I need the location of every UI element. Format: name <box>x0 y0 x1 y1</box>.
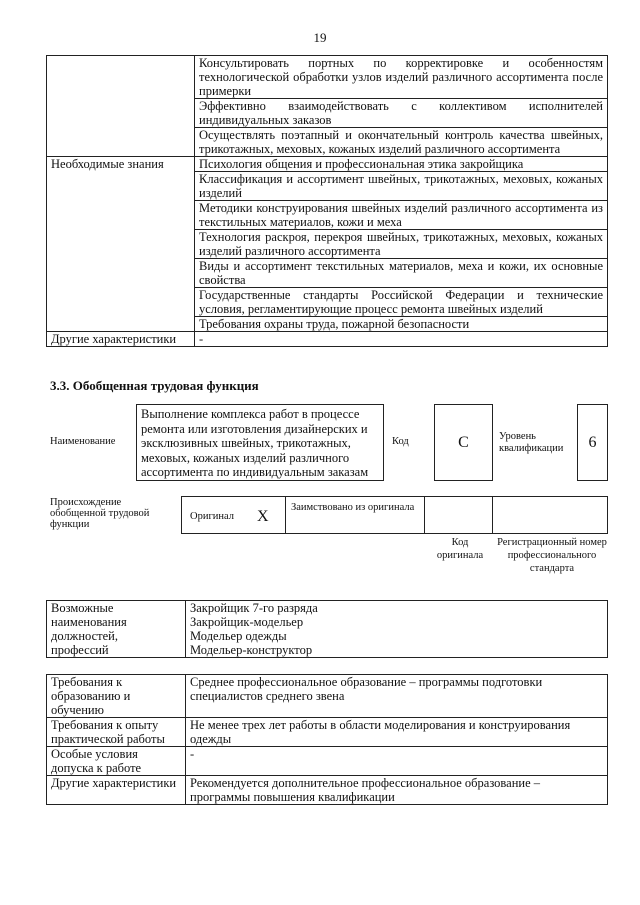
requirements-table <box>46 674 608 805</box>
table-row <box>47 230 608 259</box>
requirement-value: Не менее трех лет работы в области моделирования и конструирования одежды <box>186 718 608 747</box>
positions-label-line: профессий <box>47 643 186 658</box>
row-label <box>47 56 195 99</box>
requirement-value: Рекомендуется дополнительное профессиональное образование – программы повышения квалификации <box>186 776 608 805</box>
table-row <box>47 601 608 616</box>
table-row <box>47 776 608 805</box>
section-title: 3.3. Обобщенная трудовая функция <box>50 378 259 393</box>
requirement-label: Требования к опыту практической работы <box>47 718 186 747</box>
row-value: Эффективно взаимодействовать с коллективом исполнителей индивидуальных заказов <box>195 99 608 128</box>
requirement-value: - <box>186 747 608 776</box>
row-value: Требования охраны труда, пожарной безопасности <box>195 317 608 332</box>
row-value: Технология раскроя, перекроя швейных, трикотажных, меховых, кожаных изделий различного ассортимента <box>195 230 608 259</box>
level-label: Уровень квалификации <box>499 431 564 454</box>
table-row <box>47 317 608 332</box>
skills-knowledge-table <box>46 55 608 347</box>
row-value: Методики конструирования швейных изделий различного ассортимента из текстильных материалов, кожи и меха <box>195 201 608 230</box>
original-mark: X <box>257 508 269 525</box>
table-row <box>47 128 608 157</box>
row-label <box>47 99 195 128</box>
row-value: Классификация и ассортимент швейных, трикотажных, меховых, кожаных изделий <box>195 172 608 201</box>
divider <box>424 497 425 533</box>
positions-label-line: должностей, <box>47 629 186 643</box>
positions-table <box>46 600 608 658</box>
level-value-box: 6 <box>577 404 608 481</box>
row-value: Психология общения и профессиональная этика закройщика <box>195 157 608 172</box>
requirement-label: Требования к образованию и обучению <box>47 675 186 718</box>
row-label <box>47 288 195 317</box>
reg-number-caption: Регистрационный номер профессионального стандарта <box>497 537 607 574</box>
row-value: Государственные стандарты Российской Федерации и технические условия, регламентирующие процесс ремонта швейных изделий <box>195 288 608 317</box>
table-row <box>47 332 608 347</box>
row-label <box>47 230 195 259</box>
row-label: Другие характеристики <box>47 332 195 347</box>
table-row <box>47 288 608 317</box>
requirement-value: Среднее профессиональное образование – программы подготовки специалистов среднего звена <box>186 675 608 718</box>
requirement-label: Особые условия допуска к работе <box>47 747 186 776</box>
table-row <box>47 99 608 128</box>
table-row <box>47 675 608 718</box>
table-row <box>47 172 608 201</box>
table-row <box>47 629 608 643</box>
row-value: - <box>195 332 608 347</box>
table-row <box>47 201 608 230</box>
table-row <box>47 56 608 99</box>
code-value-box: C <box>434 404 493 481</box>
origin-label: Происхождение обобщенной трудовой функции <box>50 497 150 530</box>
row-value: Консультировать портных по корректировке и особенностям технологической обработки узлов изделий различного ассортимента после примерки <box>195 56 608 99</box>
position-item: Модельер-конструктор <box>186 643 608 658</box>
position-item: Закройщик 7-го разряда <box>186 601 608 616</box>
row-value: Виды и ассортимент текстильных материалов, меха и кожи, их основные свойства <box>195 259 608 288</box>
table-row <box>47 157 608 172</box>
table-row <box>47 718 608 747</box>
row-label <box>47 128 195 157</box>
divider <box>492 497 493 533</box>
row-value: Осуществлять поэтапный и окончательный контроль качества швейных, трикотажных, меховых, кожаных изделий различного ассортимента <box>195 128 608 157</box>
table-row <box>47 615 608 629</box>
name-label: Наименование <box>50 436 116 447</box>
table-row <box>47 643 608 658</box>
original-label: Оригинал <box>190 511 234 522</box>
position-item: Закройщик-модельер <box>186 615 608 629</box>
row-label <box>47 259 195 288</box>
row-label <box>47 317 195 332</box>
row-label <box>47 201 195 230</box>
page-number: 19 <box>313 30 327 45</box>
requirement-label: Другие характеристики <box>47 776 186 805</box>
divider <box>285 497 286 533</box>
function-name-box: Выполнение комплекса работ в процессе ремонта или изготовления дизайнерских и эксклюзивных швейных, трикотажных, меховых, кожаных изделий различного ассортимента по индивидуальным заказам <box>136 404 384 481</box>
borrowed-label: Заимствовано из оригинала <box>291 502 415 513</box>
position-item: Модельер одежды <box>186 629 608 643</box>
table-row <box>47 747 608 776</box>
table-row <box>47 259 608 288</box>
row-label: Необходимые знания <box>47 157 195 172</box>
positions-label-line: Возможные <box>47 601 186 616</box>
row-label <box>47 172 195 201</box>
code-label: Код <box>392 436 409 447</box>
code-original-caption: Код оригинала <box>436 537 484 561</box>
positions-label-line: наименования <box>47 615 186 629</box>
